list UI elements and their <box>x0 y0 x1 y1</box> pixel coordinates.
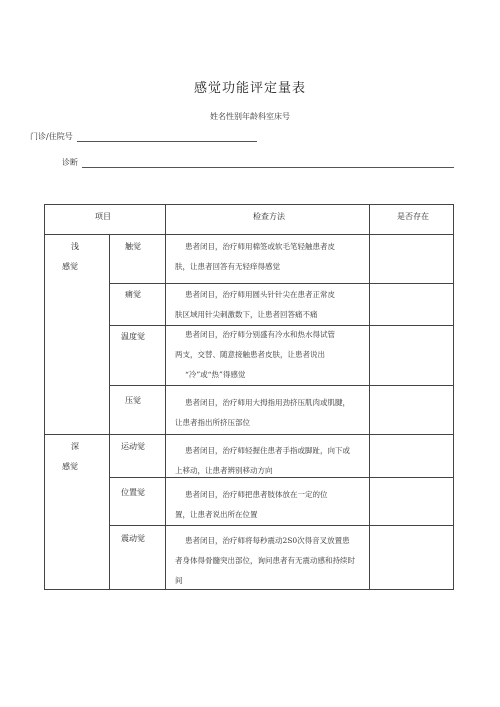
method-line: 间 <box>175 576 183 585</box>
outpatient-number-line[interactable] <box>77 132 257 142</box>
method-position <box>171 485 328 525</box>
method-line: 患者闭目，治疗师将每秒震动2S0次得音叉放置患 <box>185 536 350 545</box>
method-touch <box>171 237 335 277</box>
present-cell-vibration[interactable] <box>370 526 453 589</box>
item-vibration: 震动觉 <box>121 534 145 543</box>
method-pain <box>171 285 335 325</box>
diagnosis-line[interactable] <box>82 158 454 168</box>
method-line: 患者闭目，治疗师用棉签或软毛笔轻触患者皮 <box>185 242 335 251</box>
patient-info-line: 姓名性别年龄科室床号 <box>210 112 290 121</box>
category-line: 感觉 <box>62 462 78 471</box>
method-line: 两支，交替、随意接触患者皮肤，让患者说出 <box>175 350 325 359</box>
diagnosis-label: 诊断 <box>62 158 78 167</box>
diagnosis-field[interactable] <box>62 157 454 168</box>
outpatient-number-label: 门诊/住院号 <box>30 132 73 141</box>
method-line: 上移动，让患者辨别移动方向 <box>175 466 273 475</box>
present-cell-touch[interactable] <box>370 235 453 283</box>
method-line: 患者闭目，治疗师把患者肢体放在一定的位 <box>185 490 328 499</box>
item-touch: 触觉 <box>125 242 141 251</box>
present-cell-motion[interactable] <box>370 435 453 477</box>
item-motion: 运动觉 <box>121 442 145 451</box>
outpatient-number-field[interactable] <box>30 131 257 142</box>
item-pressure: 压觉 <box>125 396 141 405</box>
present-cell-position[interactable] <box>370 478 453 525</box>
header-method: 检查方法 <box>253 212 285 221</box>
method-pressure <box>171 393 350 433</box>
present-cell-pain[interactable] <box>370 284 453 325</box>
assessment-table <box>44 204 454 590</box>
table-divider <box>109 434 110 589</box>
method-line: 患者闭目，治疗师用圆头针针尖在患者正常皮 <box>185 290 335 299</box>
category-line: 浅 <box>71 242 79 251</box>
category-line: 感觉 <box>62 262 78 271</box>
category-deep <box>62 437 79 477</box>
item-temperature: 温度觉 <box>121 332 145 341</box>
method-vibration <box>171 531 355 591</box>
method-line: 患者闭目，治疗师分别盛有冷水和热水得试管 <box>185 330 335 339</box>
item-position: 位置觉 <box>121 488 145 497</box>
header-item: 项目 <box>95 212 111 221</box>
present-cell-pressure[interactable] <box>370 386 453 434</box>
method-line: 患者闭目，治疗师轻握住患者手指或脚趾，向下或 <box>185 446 350 455</box>
method-line: 者身体得骨髓突出部位，询问患者有无震动感和持续时 <box>175 556 355 565</box>
method-line: “冷”或“热”得感觉 <box>185 370 246 379</box>
method-line: 让患者指出所挤压部位 <box>175 418 250 427</box>
page-title: 感觉功能评定量表 <box>193 81 306 96</box>
item-pain: 痛觉 <box>125 290 141 299</box>
table-divider <box>165 205 166 589</box>
category-line: 深 <box>71 442 79 451</box>
method-motion <box>171 441 350 481</box>
method-line: 患者闭目，治疗师用大拇指用劲挤压肌肉或肌腱， <box>185 398 350 407</box>
method-line: 肤，让患者回答有无轻痒得感觉 <box>175 262 280 271</box>
method-temperature <box>171 325 335 385</box>
table-divider <box>109 234 110 434</box>
method-line: 置，让患者说出所在位置 <box>175 510 258 519</box>
category-superficial <box>62 237 79 277</box>
header-present: 是否存在 <box>397 212 429 221</box>
method-line: 肤区域用针尖刺激数下，让患者回答痛不痛 <box>175 310 318 319</box>
present-cell-temperature[interactable] <box>370 326 453 385</box>
